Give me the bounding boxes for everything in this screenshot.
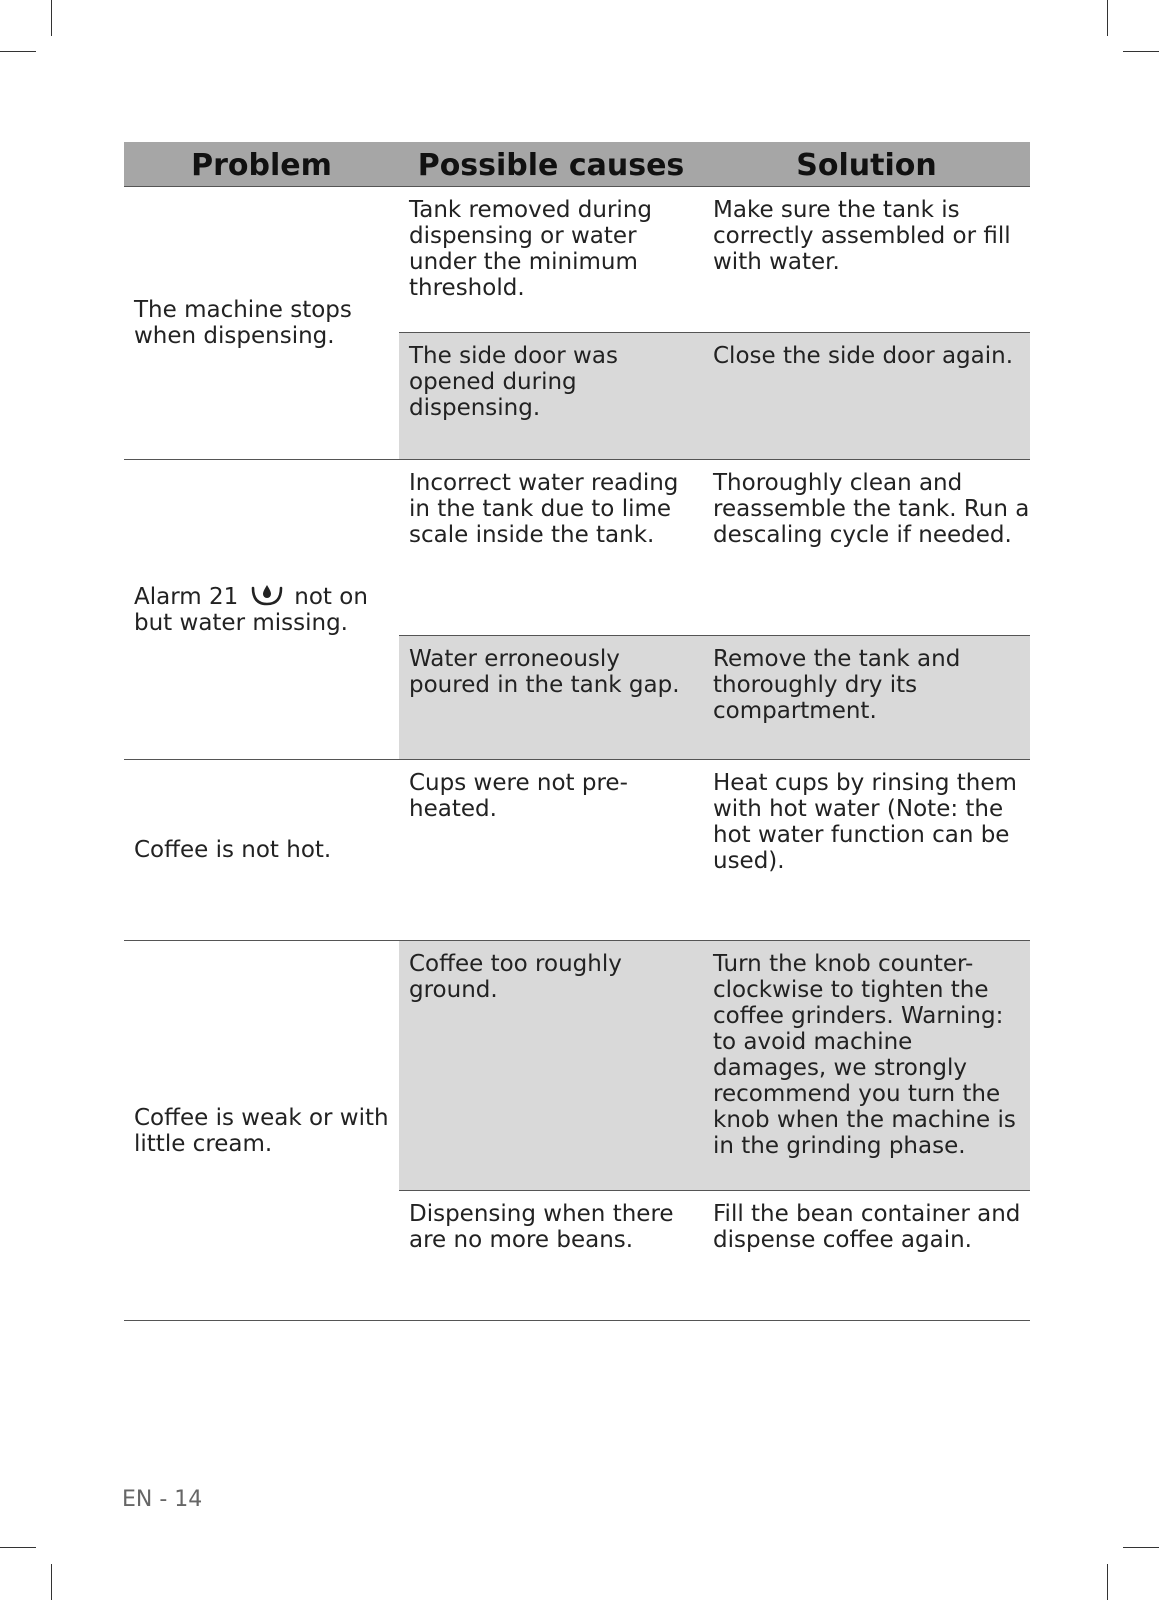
cause-row xyxy=(399,460,1030,635)
cause-text: Cups were not pre-heated. xyxy=(409,770,628,822)
page-number: EN - 14 xyxy=(122,1487,203,1512)
cause-text: Coffee too roughly ground. xyxy=(409,951,622,1003)
water-tank-drop-icon xyxy=(250,584,284,608)
problem-cell xyxy=(124,760,399,940)
problem-text: Coffee is weak or with little cream. xyxy=(134,1104,389,1157)
crop-mark xyxy=(51,0,52,36)
header-solution: Solution xyxy=(796,148,937,183)
crop-mark xyxy=(1123,51,1159,52)
cause-row xyxy=(399,187,1030,332)
problem-text-before-icon: Alarm 21 xyxy=(134,583,239,610)
table-header xyxy=(124,142,1030,187)
problem-cell xyxy=(124,187,399,459)
cause-text: Tank removed during dispensing or water under the minimum threshold. xyxy=(409,197,652,301)
solution-text: Fill the bean container and dispense coffee again. xyxy=(713,1201,1021,1253)
cause-text: Incorrect water reading in the tank due to lime scale inside the tank. xyxy=(409,470,679,548)
solution-text: Thoroughly clean and reassemble the tank. Run a descaling cycle if needed. xyxy=(713,470,1030,548)
problem-cell xyxy=(124,941,399,1320)
cause-row xyxy=(399,941,1030,1190)
header-possible-causes: Possible causes xyxy=(417,148,685,183)
crop-mark xyxy=(51,1564,52,1600)
problem-text xyxy=(124,584,399,636)
cause-row xyxy=(399,635,1030,759)
cause-text: The side door was opened during dispensing. xyxy=(409,343,618,421)
crop-mark xyxy=(1107,1564,1108,1600)
solution-text: Turn the knob counter-clockwise to tighten the coffee grinders. Warning: to avoid machine damages, we strongly recommend you turn the knob when the machine is in the grinding phase. xyxy=(713,951,1016,1159)
crop-mark xyxy=(1107,0,1108,36)
cause-text: Dispensing when there are no more beans. xyxy=(409,1201,674,1253)
problem-group xyxy=(124,187,1030,460)
problem-group xyxy=(124,760,1030,941)
problem-text: The machine stops when dispensing. xyxy=(134,297,352,349)
crop-mark xyxy=(1123,1547,1159,1548)
solution-text: Make sure the tank is correctly assembled or fill with water. xyxy=(713,197,1011,275)
problem-text: Coffee is not hot. xyxy=(134,837,332,863)
problem-group xyxy=(124,941,1030,1321)
solution-text: Close the side door again. xyxy=(713,343,1014,369)
troubleshooting-table xyxy=(124,142,1030,1321)
solution-text: Heat cups by rinsing them with hot water (Note: the hot water function can be used). xyxy=(713,770,1017,874)
cause-row xyxy=(399,760,1030,940)
cause-row xyxy=(399,1190,1030,1320)
problem-text-after-icon: not on but water missing. xyxy=(134,583,368,636)
solution-text: Remove the tank and thoroughly dry its compartment. xyxy=(713,646,961,724)
problem-group xyxy=(124,460,1030,760)
problem-cell xyxy=(124,460,399,759)
crop-mark xyxy=(0,1547,36,1548)
crop-mark xyxy=(0,51,36,52)
header-problem: Problem xyxy=(191,148,332,183)
cause-row xyxy=(399,332,1030,459)
cause-text: Water erroneously poured in the tank gap. xyxy=(409,646,680,698)
